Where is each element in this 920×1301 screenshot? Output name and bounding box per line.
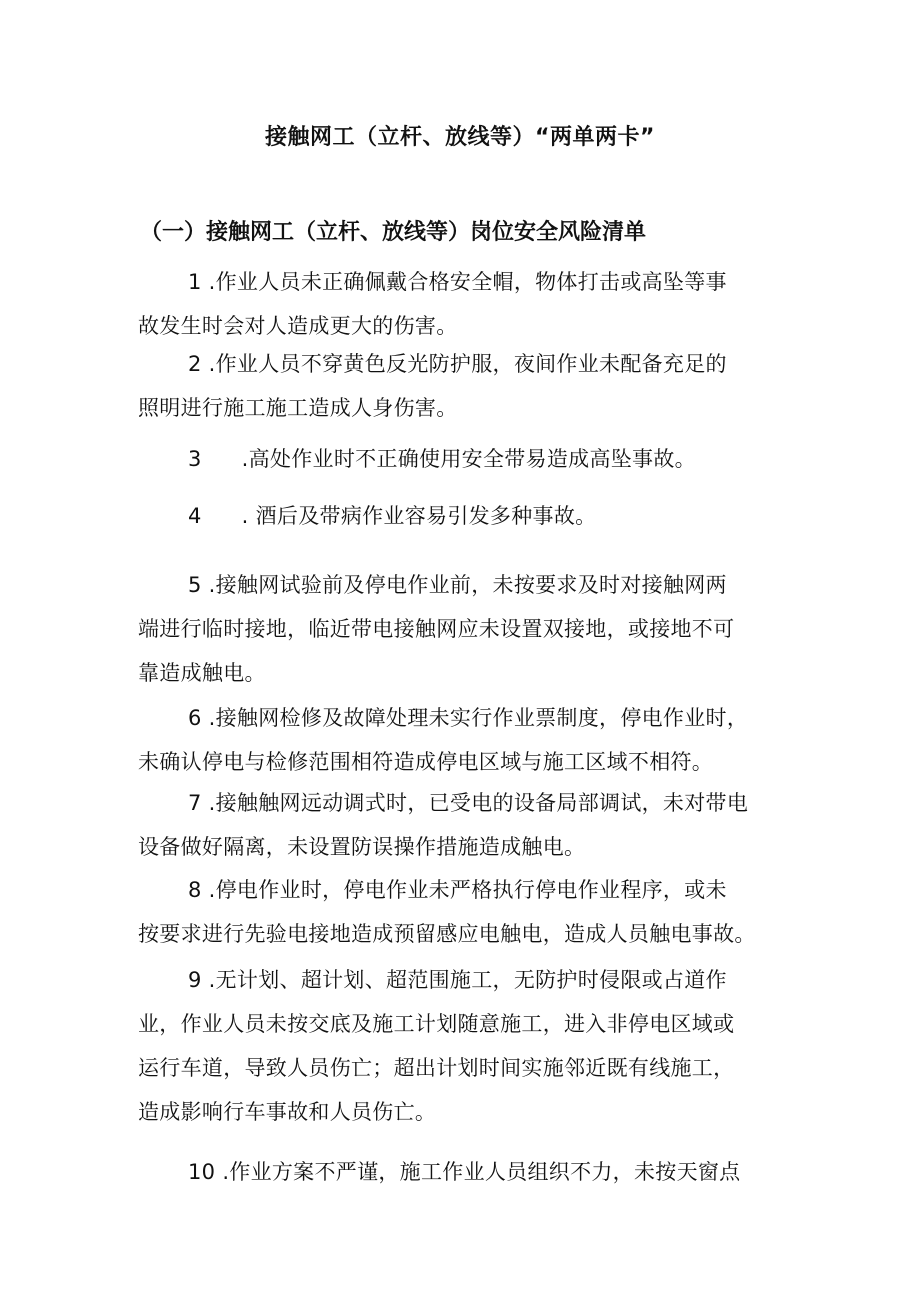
list-item-4 bbox=[138, 494, 798, 538]
list-item-line: 2 .作业人员不穿黄色反光防护服，夜间作业未配备充足的 bbox=[138, 342, 798, 386]
section-heading: （一）接触网工（立杆、放线等）岗位安全风险清单 bbox=[140, 220, 647, 245]
list-item-line: 8 .停电作业时，停电作业未严格执行停电作业程序，或未 bbox=[138, 868, 798, 912]
item-number: 5 bbox=[188, 573, 202, 597]
item-number: 10 bbox=[188, 1160, 216, 1184]
document-title: 接触网工（立杆、放线等）“两单两卡” bbox=[265, 125, 655, 150]
list-item-8 bbox=[138, 868, 798, 956]
list-item-3 bbox=[138, 437, 798, 481]
item-number: 8 bbox=[188, 878, 202, 902]
list-item-line: 按要求进行先验电接地造成预留感应电触电，造成人员触电事故。 bbox=[138, 922, 756, 946]
list-item-9 bbox=[138, 958, 798, 1134]
list-item-line: 1 .作业人员未正确佩戴合格安全帽，物体打击或高坠等事 bbox=[138, 260, 798, 304]
item-number: 2 bbox=[188, 352, 202, 376]
list-item-line: 9 .无计划、超计划、超范围施工，无防护时侵限或占道作 bbox=[138, 958, 798, 1002]
item-number: 1 bbox=[188, 270, 202, 294]
list-item-line: 7 .接触触网远动调式时，已受电的设备局部调试，未对带电 bbox=[138, 781, 798, 825]
list-item-2 bbox=[138, 342, 798, 430]
list-item-line: 运行车道，导致人员伤亡；超出计划时间实施邻近既有线施工， bbox=[138, 1056, 735, 1080]
item-number: 4 bbox=[188, 504, 202, 528]
list-item-line: 故发生时会对人造成更大的伤害。 bbox=[138, 314, 458, 338]
list-item-line: 靠造成触电。 bbox=[138, 661, 266, 685]
list-item-line: 10 .作业方案不严谨，施工作业人员组织不力，未按天窗点 bbox=[138, 1150, 798, 1194]
list-item-6 bbox=[138, 696, 798, 784]
list-item-line: 照明进行施工施工造成人身伤害。 bbox=[138, 396, 458, 420]
list-item-line: 设备做好隔离，未设置防误操作措施造成触电。 bbox=[138, 835, 586, 859]
list-item-line: 业，作业人员未按交底及施工计划随意施工，进入非停电区域或 bbox=[138, 1012, 735, 1036]
item-number: 9 bbox=[188, 968, 202, 992]
list-item-line: 未确认停电与检修范围相符造成停电区域与施工区域不相符。 bbox=[138, 750, 714, 774]
item-number: 7 bbox=[188, 791, 202, 815]
item-number: 6 bbox=[188, 706, 202, 730]
list-item-line: 6 .接触网检修及故障处理未实行作业票制度，停电作业时， bbox=[138, 696, 798, 740]
list-item-line: 5 .接触网试验前及停电作业前，未按要求及时对接触网两 bbox=[138, 563, 798, 607]
list-item-line: 4 . 酒后及带病作业容易引发多种事故。 bbox=[138, 494, 798, 538]
list-item-7 bbox=[138, 781, 798, 869]
list-item-line: 端进行临时接地，临近带电接触网应未设置双接地，或接地不可 bbox=[138, 617, 735, 641]
list-item-5 bbox=[138, 563, 798, 695]
item-number: 3 bbox=[188, 447, 202, 471]
list-item-10 bbox=[138, 1150, 798, 1194]
list-item-line: 3 .高处作业时不正确使用安全带易造成高坠事故。 bbox=[138, 437, 798, 481]
list-item-line: 造成影响行车事故和人员伤亡。 bbox=[138, 1100, 437, 1124]
list-item-1 bbox=[138, 260, 798, 348]
